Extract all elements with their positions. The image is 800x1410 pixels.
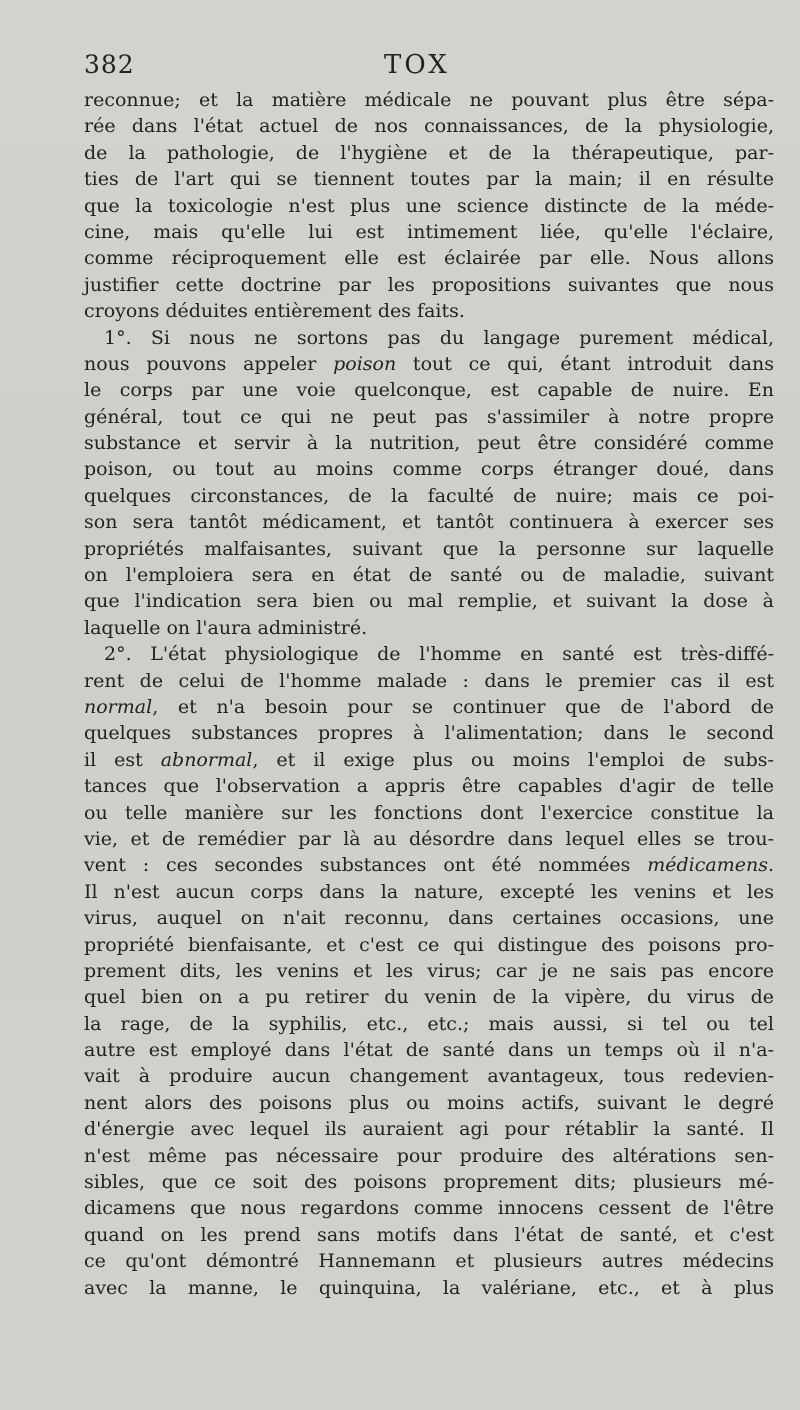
text-line: virus, auquel on n'ait reconnu, dans certaines occasions, une bbox=[84, 907, 774, 930]
text-line: croyons déduites entièrement des faits. bbox=[84, 300, 465, 323]
text-line: quand on les prend sans motifs dans l'état de santé, et c'est bbox=[84, 1223, 774, 1246]
page-header bbox=[84, 50, 774, 88]
text-line: justifier cette doctrine par les propositions suivantes que nous bbox=[84, 273, 774, 296]
text-line: le corps par une voie quelconque, est capable de nuire. En bbox=[84, 379, 774, 402]
text-line: poison, ou tout au moins comme corps étranger doué, dans bbox=[84, 458, 774, 481]
text-line: cine, mais qu'elle lui est intimement liée, qu'elle l'éclaire, bbox=[84, 220, 774, 243]
text-line: nous pouvons appeler poison tout ce qui, étant introduit dans bbox=[84, 352, 774, 375]
text-line: de la pathologie, de l'hygiène et de la thérapeutique, par- bbox=[84, 141, 774, 164]
text-line: sibles, que ce soit des poisons proprement dits; plusieurs mé- bbox=[84, 1171, 774, 1194]
text-line: laquelle on l'aura administré. bbox=[84, 616, 368, 639]
text-line: que l'indication sera bien ou mal remplie, et suivant la dose à bbox=[84, 590, 774, 613]
text-line: que la toxicologie n'est plus une science distincte de la méde- bbox=[84, 194, 774, 217]
italic-term: abnormal bbox=[160, 748, 253, 771]
text-line: 1°. Si nous ne sortons pas du langage purement médical, bbox=[104, 326, 774, 349]
text-line: on l'emploiera sera en état de santé ou de maladie, suivant bbox=[84, 564, 774, 587]
text-line: autre est employé dans l'état de santé dans un temps où il n'a- bbox=[84, 1039, 774, 1062]
running-head: TOX bbox=[384, 50, 450, 80]
text-line: vent : ces secondes substances ont été nommées médicamens. bbox=[84, 854, 774, 877]
text-line: n'est même pas nécessaire pour produire des altérations sen- bbox=[84, 1144, 774, 1167]
text-line: nent alors des poisons plus ou moins actifs, suivant le degré bbox=[84, 1091, 774, 1114]
text-line: propriétés malfaisantes, suivant que la personne sur laquelle bbox=[84, 537, 774, 560]
text-line: ou telle manière sur les fonctions dont l'exercice constitue la bbox=[84, 801, 774, 824]
text-line: avec la manne, le quinquina, la valériane, etc., et à plus bbox=[84, 1276, 774, 1299]
text-line: propriété bienfaisante, et c'est ce qui distingue des poisons pro- bbox=[84, 933, 774, 956]
text-line: quel bien on a pu retirer du venin de la vipère, du virus de bbox=[84, 986, 774, 1009]
italic-term: poison bbox=[333, 352, 397, 375]
text-line: comme réciproquement elle est éclairée par elle. Nous allons bbox=[84, 247, 774, 270]
text-line: quelques substances propres à l'alimentation; dans le second bbox=[84, 722, 774, 745]
text-line: il est abnormal, et il exige plus ou moins l'emploi de subs- bbox=[84, 748, 774, 771]
italic-term: normal bbox=[84, 695, 153, 718]
text-line: substance et servir à la nutrition, peut être considéré comme bbox=[84, 432, 774, 455]
text-line: vait à produire aucun changement avantageux, tous redevien- bbox=[84, 1065, 774, 1088]
text-line: tances que l'observation a appris être capables d'agir de telle bbox=[84, 775, 774, 798]
text-line: ce qu'ont démontré Hannemann et plusieurs autres médecins bbox=[84, 1250, 774, 1273]
text-line: la rage, de la syphilis, etc., etc.; mais aussi, si tel ou tel bbox=[84, 1012, 774, 1035]
text-line: 2°. L'état physiologique de l'homme en santé est très-diffé- bbox=[104, 643, 774, 666]
page-number: 382 bbox=[84, 50, 135, 79]
text-line: normal, et n'a besoin pour se continuer que de l'abord de bbox=[84, 695, 774, 718]
italic-term: médicamens bbox=[647, 854, 768, 877]
text-line: rent de celui de l'homme malade : dans le premier cas il est bbox=[84, 669, 774, 692]
text-line: quelques circonstances, de la faculté de nuire; mais ce poi- bbox=[84, 484, 774, 507]
text-line: Il n'est aucun corps dans la nature, excepté les venins et les bbox=[84, 880, 774, 903]
text-line: vie, et de remédier par là au désordre dans lequel elles se trou- bbox=[84, 827, 774, 850]
text-line: dicamens que nous regardons comme innocens cessent de l'être bbox=[84, 1197, 774, 1220]
text-line: général, tout ce qui ne peut pas s'assimiler à notre propre bbox=[84, 405, 774, 428]
text-line: prement dits, les venins et les virus; car je ne sais pas encore bbox=[84, 959, 774, 982]
text-line: rée dans l'état actuel de nos connaissances, de la physiologie, bbox=[84, 115, 774, 138]
text-line: ties de l'art qui se tiennent toutes par la main; il en résulte bbox=[84, 168, 774, 191]
text-line: reconnue; et la matière médicale ne pouvant plus être sépa- bbox=[84, 89, 774, 111]
body-text bbox=[84, 87, 774, 1301]
text-line: son sera tantôt médicament, et tantôt continuera à exercer ses bbox=[84, 511, 774, 534]
text-line: d'énergie avec lequel ils auraient agi pour rétablir la santé. Il bbox=[84, 1118, 774, 1141]
